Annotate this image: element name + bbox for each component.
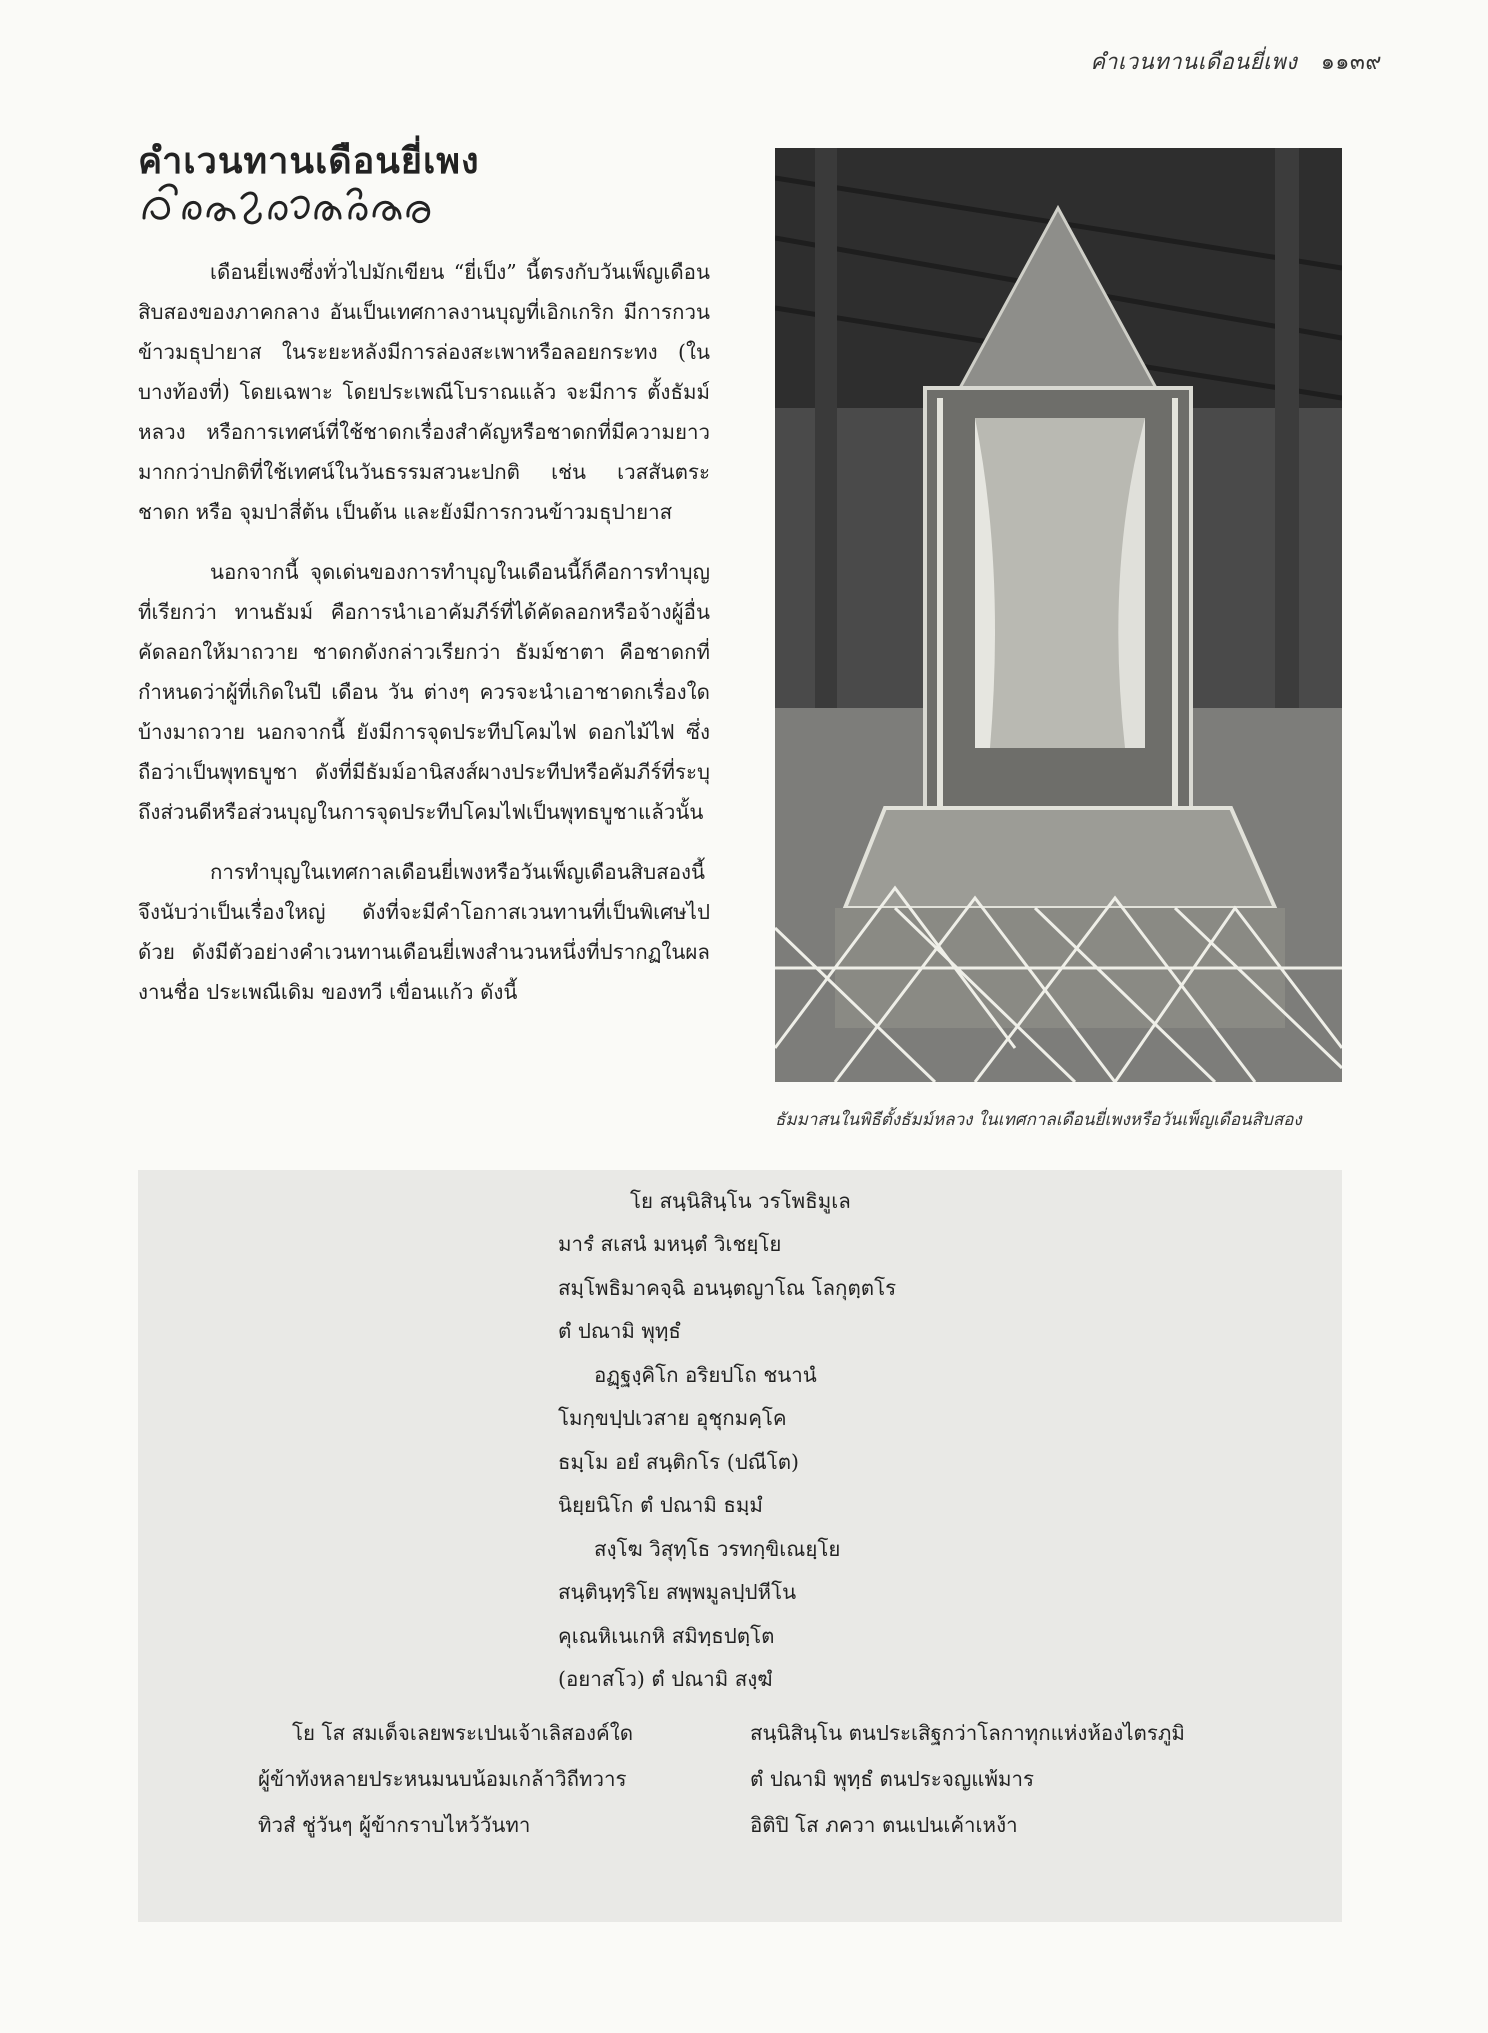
page-number: ๑๑๓๙ (1320, 50, 1382, 75)
running-header-title: คำเวนทานเดือนยี่เพง (1090, 50, 1298, 75)
paragraph-1: เดือนยี่เพงซึ่งทั่วไปมักเขียน “ยี่เป็ง” นี้ตรงกับวันเพ็ญเดือนสิบสองของภาคกลาง อันเป็นเทศกาลงานบุญที่เอิกเกริก มีการกวนข้าวมธุปายาส ในระยะหลังมีการล่องสะเพาหรือลอยกระทง (ในบางท้องที่) โดยเฉพาะ โดยประเพณีโบราณแล้ว จะมีการ ตั้งธัมม์หลวง หรือการเทศน์ที่ใช้ชาดกเรื่องสำคัญหรือชาดกที่มีความยาวมากกว่าปกติที่ใช้เทศน์ในวันธรรมสวนะปกติ เช่น เวสสันตระชาดก หรือ จุมปาสี่ต้น เป็นต้น และยังมีการกวนข้าวมธุปายาส (138, 260, 710, 524)
chant-line: สมฺโพธิมาคจฺฉิ อนนฺตญาโณ โลกุตฺตโร (558, 1276, 897, 1300)
photo-caption: ธัมมาสนในพิธีตั้งธัมม์หลวง ในเทศกาลเดือนยี่เพงหรือวันเพ็ญเดือนสิบสอง (775, 1110, 1302, 1130)
article-title: คำเวนทานเดือนยี่เพง (138, 140, 480, 182)
chant-line: ตํ ปณามิ พุทฺธํ (558, 1319, 681, 1343)
chant-line: (อยาสโว) ตํ ปณามิ สงฺฆํ (558, 1667, 773, 1691)
chant-line: อฏฺฐงฺคิโก อริยปโถ ชนานํ (594, 1363, 817, 1387)
pulpit-photo (775, 148, 1342, 1082)
verse-left-line: ทิวสํ ชู่วันๆ ผู้ข้ากราบไหว้วันทา (258, 1813, 531, 1837)
paragraph-3: การทำบุญในเทศกาลเดือนยี่เพงหรือวันเพ็ญเดือนสิบสองนี้จึงนับว่าเป็นเรื่องใหญ่ ดังที่จะมีคำโอกาสเวนทานที่เป็นพิเศษไปด้วย ดังมีตัวอย่างคำเวนทานเดือนยี่เพงสำนวนหนึ่งที่ปรากฏในผลงานชื่อ ประเพณีเดิม ของทวี เขื่อนแก้ว ดังนี้ (138, 860, 710, 1004)
chant-line: โมกฺขปฺปเวสาย อุชุกมคฺโค (558, 1406, 787, 1430)
chant-line: มารํ สเสนํ มหนฺตํ วิเชยฺโย (558, 1232, 782, 1256)
chant-line: คุเณหิเนเกหิ สมิทฺธปตฺโต (558, 1624, 775, 1648)
running-header (1090, 44, 1382, 79)
verse-right-line: สนฺนิสินฺโน ตนประเสิฐกว่าโลกาทุกแห่งห้องไตรภูมิ (750, 1721, 1185, 1745)
verse-right-line: ตํ ปณามิ พุทฺธํ ตนประจญแพ้มาร (750, 1767, 1035, 1791)
article-body (138, 252, 710, 1032)
verse-left-line: ผู้ข้าทังหลายประหนมนบน้อมเกล้าวิถีทวาร (258, 1767, 627, 1791)
chant-line: โย สนฺนิสินฺโน วรโพธิมูเล (630, 1189, 851, 1213)
chant-line: นิยฺยนิโก ตํ ปณามิ ธมฺมํ (558, 1493, 763, 1517)
lanna-script-title (138, 176, 438, 230)
chant-line: สนฺตินฺทฺริโย สพฺพมูลปฺปหีโน (558, 1580, 797, 1604)
chant-line: ธมฺโม อยํ สนฺติกโร (ปณีโต) (558, 1450, 800, 1474)
chant-line: สงฺโฆ วิสุทฺโธ วรทกฺขิเณยฺโย (594, 1537, 841, 1561)
paragraph-2: นอกจากนี้ จุดเด่นของการทำบุญในเดือนนี้ก็คือการทำบุญที่เรียกว่า ทานธัมม์ คือการนำเอาคัมภีร์ที่ได้คัดลอกหรือจ้างผู้อื่นคัดลอกให้มาถวาย ชาดกดังกล่าวเรียกว่า ธัมม์ชาตา คือชาดกที่กำหนดว่าผู้ที่เกิดในปี เดือน วัน ต่างๆ ควรจะนำเอาชาดกเรื่องใดบ้างมาถวาย นอกจากนี้ ยังมีการจุดประทีปโคมไฟ ดอกไม้ไฟ ซึ่งถือว่าเป็นพุทธบูชา ดังที่มีธัมม์อานิสงส์ผางประทีปหรือคัมภีร์ที่ระบุถึงส่วนดีหรือส่วนบุญในการจุดประทีปโคมไฟเป็นพุทธบูชาแล้วนั้น (138, 560, 710, 824)
verse-right-line: อิติปิ โส ภควา ตนเปนเค้าเหง้า (750, 1813, 1018, 1837)
verse-left-line: โย โส สมเด็จเลยพระเปนเจ้าเลิสองค์ใด (292, 1721, 634, 1745)
